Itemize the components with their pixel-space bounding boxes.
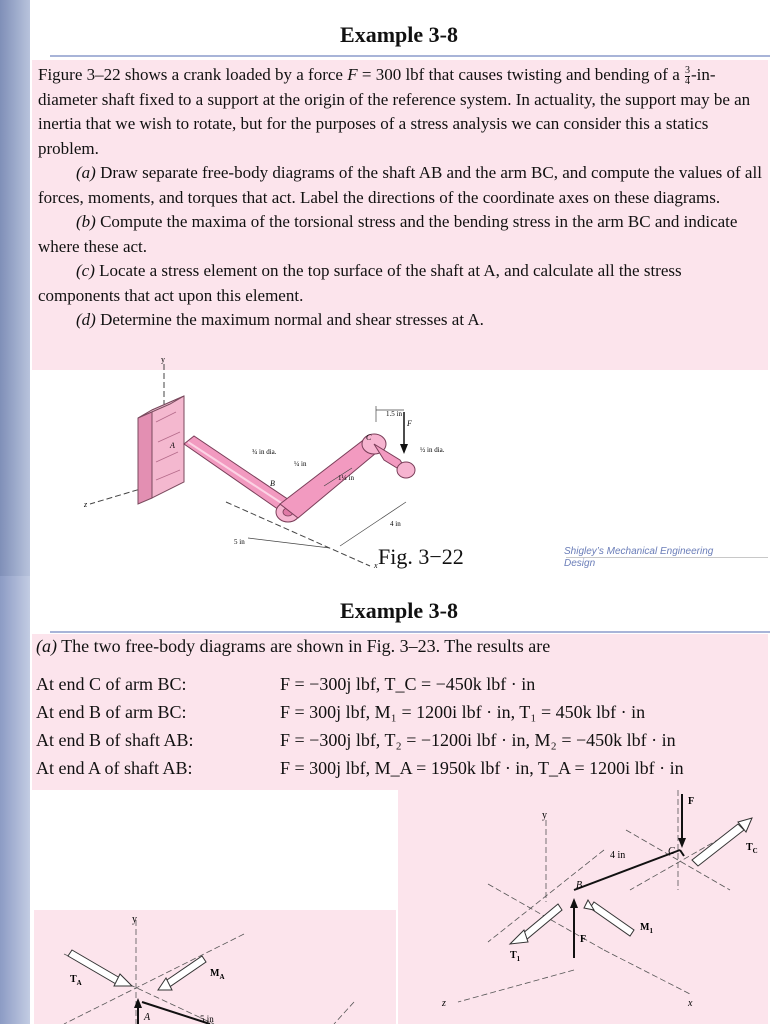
results-box: (a) The two free-body diagrams are shown in Fig. 3–23. The results are At end C of arm BC: F = −300j lbf, T_C = −450k lbf · in At end B of arm BC: F = 300j lbf, M₁ = 1200i lbf · in, T₁ = 450k lbf · in At end B of shaft AB: F = −300j lbf, T₂ = −1200i lbf · in, M₂ = −450k lbf · in At end A of shaft AB: F = 300j lbf, M_A = 1950k lbf · in, T_A = 1200i lbf · in bbox=[32, 634, 768, 790]
fbd-right-y-label: y bbox=[542, 810, 547, 821]
p1-text-d: -in-diameter shaft fixed to a support at the origin of the reference system. In actuality, the support may be an inertia that we wish to rotate, but for the purposes of a stress analysis we can consider this a statics problem. bbox=[38, 65, 751, 158]
fbd-left-y-label: y bbox=[132, 914, 137, 925]
slide-title: Example 3-8 bbox=[340, 22, 458, 47]
fbd-right-force-top: F bbox=[688, 796, 695, 807]
part-b-paragraph: (b) Compute the maxima of the torsional stress and the bending stress in the arm BC and indicate where these act. bbox=[38, 212, 738, 256]
p1-force-symbol: F bbox=[347, 65, 358, 84]
fbd-left-ta-label: $T_A$ bbox=[70, 974, 82, 987]
fig-dia-half: ½ in dia. bbox=[420, 446, 445, 454]
fbd-left-a-label: A bbox=[144, 1012, 151, 1023]
fbd-right-tc-label: $T_C$ bbox=[746, 842, 758, 855]
fig-dim-one-quarter-in: 1¼ in bbox=[338, 474, 354, 482]
left-sidebar-lower bbox=[0, 576, 30, 1024]
fbd-right-t1-label: $T_1$ bbox=[510, 950, 521, 963]
p1-text-a: Figure 3–22 shows a crank loaded by a force bbox=[38, 65, 348, 84]
fig-dim-4-in: 4 in bbox=[390, 520, 401, 528]
fbd-shaft-ab bbox=[34, 910, 396, 1024]
problem-paragraph bbox=[38, 63, 762, 161]
problem-text-box bbox=[32, 60, 768, 370]
fbd-right-m1-label: $M_1$ bbox=[640, 922, 653, 935]
slide-title: Example 3-8 bbox=[340, 598, 458, 623]
title-rule bbox=[50, 55, 770, 57]
part-d-paragraph: (d) Determine the maximum normal and shear stresses at A. bbox=[76, 310, 484, 329]
fbd-right-b-label: B bbox=[576, 880, 583, 891]
figure-caption: Fig. 3−22 bbox=[378, 544, 464, 569]
fbd-arm-bc bbox=[398, 790, 768, 1024]
part-c-paragraph: (c) Locate a stress element on the top surface of the shaft at A, and calculate all the stress components that act upon this element. bbox=[38, 261, 682, 305]
part-a-paragraph: (a) Draw separate free-body diagrams of the shaft AB and the arm BC, and compute the values of all forces, moments, and torques that act. Label the directions of the coordinate axes on these diagrams. bbox=[38, 163, 762, 207]
results-intro: (a) The two free-body diagrams are shown in Fig. 3–23. The results are bbox=[36, 636, 551, 656]
fig-force-label: F bbox=[407, 419, 412, 428]
fig-dia-three-quarter: ¾ in dia. bbox=[252, 448, 277, 456]
title-rule bbox=[50, 631, 770, 633]
fig-dim-1-5-in: 1.5 in bbox=[386, 410, 402, 418]
fbd-right-c-label: C bbox=[668, 846, 675, 857]
fig-dim-5-in: 5 in bbox=[234, 538, 245, 546]
fig-point-b-label: B bbox=[270, 479, 275, 488]
credit-text: Shigley’s Mechanical Engineering Design bbox=[564, 546, 714, 569]
fbd-left-ma-label: $M_A$ bbox=[210, 968, 225, 981]
fig-point-a-label: A bbox=[170, 441, 175, 450]
fig-axis-z-label: z bbox=[84, 500, 88, 509]
p1-text-c: = 300 lbf that causes twisting and bending of a bbox=[357, 65, 684, 84]
fraction-three-quarter: $\frac{3}{4}$ bbox=[685, 64, 690, 87]
fbd-right-x-label: x bbox=[688, 998, 693, 1009]
fig-dim-quarter-in: ¼ in bbox=[294, 460, 307, 468]
slide-example-3-8-problem bbox=[30, 0, 768, 576]
fig-axis-x-label: x bbox=[374, 561, 378, 570]
fbd-right-force-bottom: F bbox=[580, 934, 587, 945]
fbd-right-z-label: z bbox=[442, 998, 446, 1009]
fig-point-c-label: C bbox=[366, 433, 372, 442]
fbd-right-4in-label: 4 in bbox=[610, 850, 626, 861]
fig-axis-y-label: y bbox=[161, 355, 165, 364]
slide-example-3-8-results bbox=[30, 576, 768, 1024]
fbd-left-5in-label: 5 in bbox=[200, 1014, 214, 1024]
